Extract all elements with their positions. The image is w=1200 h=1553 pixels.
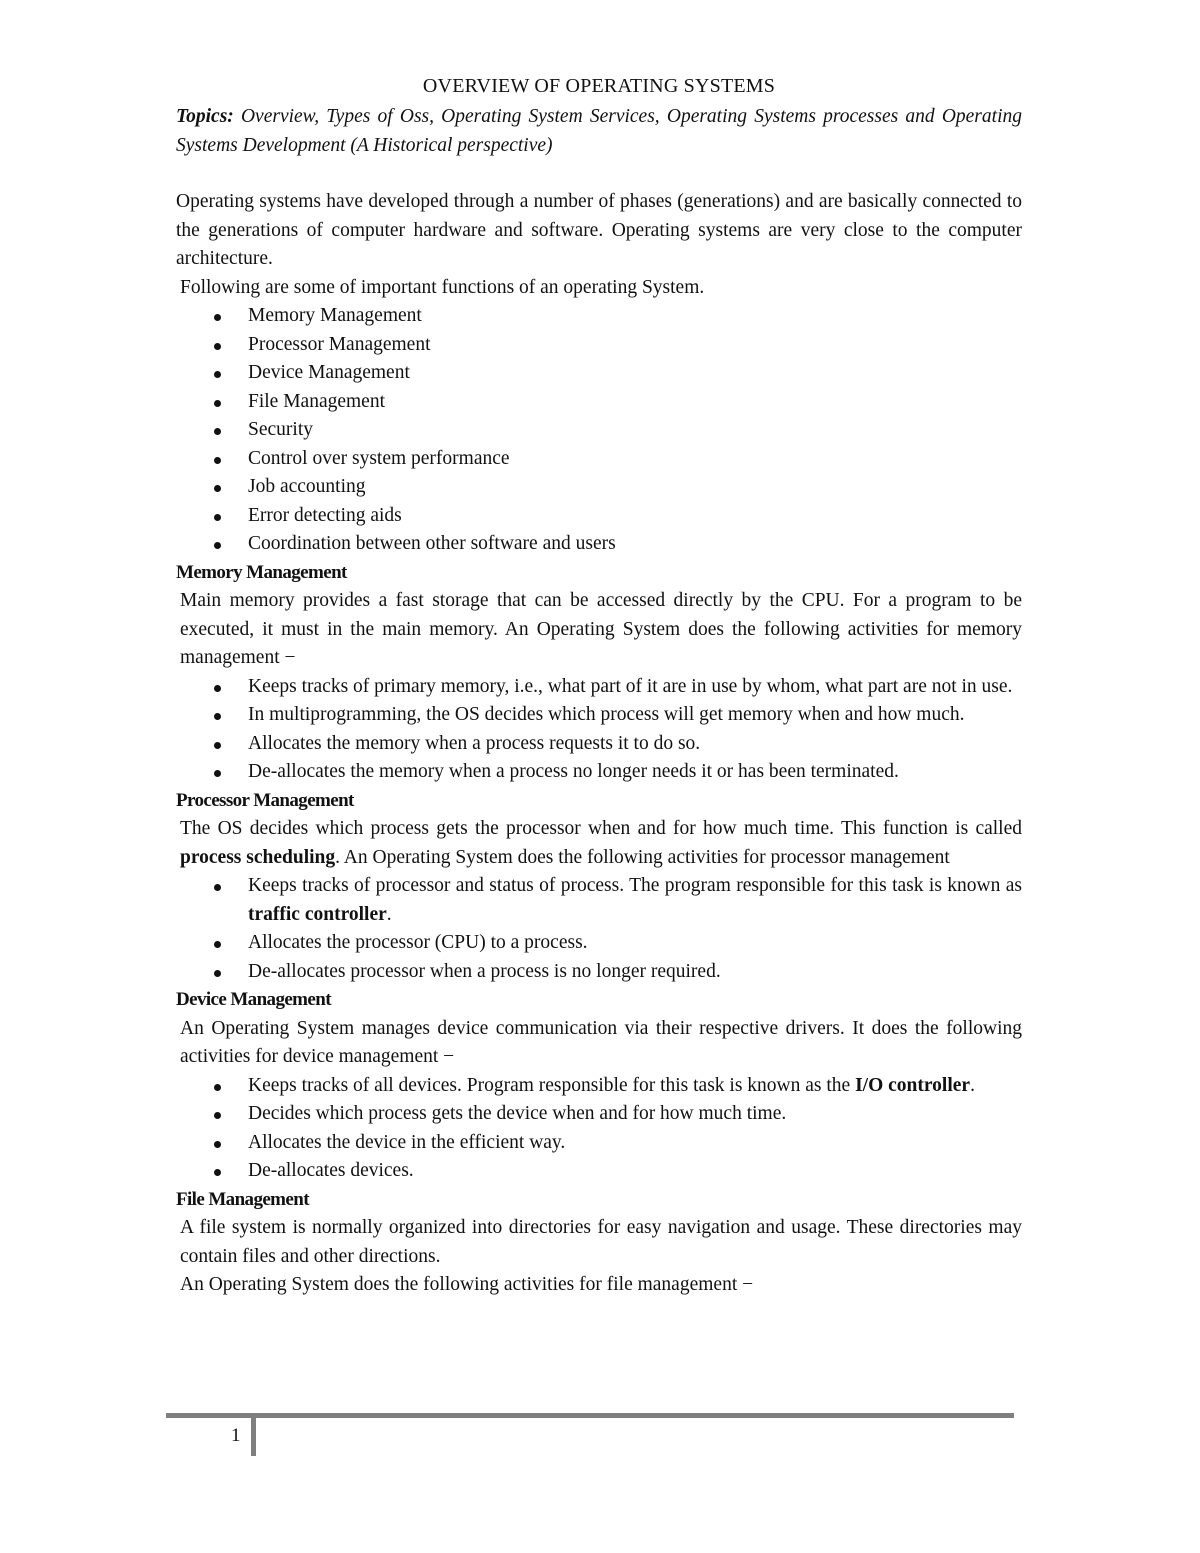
bullet-icon bbox=[214, 713, 221, 720]
bullet-icon bbox=[214, 314, 221, 321]
functions-list bbox=[176, 302, 1022, 559]
bullet-icon bbox=[214, 1141, 221, 1148]
list-item: Allocates the device in the efficient way. bbox=[214, 1129, 1022, 1158]
bullet-icon bbox=[214, 884, 221, 891]
bullet-icon bbox=[214, 371, 221, 378]
list-item: De-allocates processor when a process is no longer required. bbox=[214, 958, 1022, 987]
footer-vertical-rule bbox=[251, 1418, 256, 1456]
topics-line bbox=[176, 103, 1022, 160]
list-item: File Management bbox=[214, 388, 1022, 417]
list-item: De-allocates devices. bbox=[214, 1157, 1022, 1186]
footer-rule bbox=[166, 1413, 1014, 1418]
list-item: Allocates the processor (CPU) to a process. bbox=[214, 929, 1022, 958]
processor-paragraph: The OS decides which process gets the processor when and for how much time. This function is called process scheduling. An Operating System does the following activities for processor management bbox=[180, 818, 1022, 868]
traffic-controller-term: traffic controller bbox=[248, 903, 387, 925]
bullet-icon bbox=[214, 542, 221, 549]
file-paragraph: A file system is normally organized into directories for easy navigation and usage. These directories may contain files and other directions. bbox=[180, 1217, 1022, 1267]
list-item: Allocates the memory when a process requests it to do so. bbox=[214, 730, 1022, 759]
document-title: OVERVIEW OF OPERATING SYSTEMS bbox=[422, 75, 776, 97]
section-heading-device: Device Management bbox=[176, 989, 331, 1010]
bullet-icon bbox=[214, 485, 221, 492]
process-scheduling-term: process scheduling bbox=[180, 846, 336, 868]
bullet-icon bbox=[214, 941, 221, 948]
memory-list bbox=[176, 673, 1022, 787]
list-item: De-allocates the memory when a process no longer needs it or has been terminated. bbox=[214, 758, 1022, 787]
bullet-icon bbox=[214, 770, 221, 777]
list-item: Decides which process gets the device when and for how much time. bbox=[214, 1100, 1022, 1129]
list-item: Control over system performance bbox=[214, 445, 1022, 474]
list-item: Device Management bbox=[214, 359, 1022, 388]
list-item: Keeps tracks of primary memory, i.e., what part of it are in use by whom, what part are not in use. bbox=[214, 673, 1022, 702]
list-item: Coordination between other software and users bbox=[214, 530, 1022, 559]
bullet-icon bbox=[214, 1112, 221, 1119]
processor-list bbox=[176, 872, 1022, 986]
page-number: 1 bbox=[231, 1425, 241, 1446]
device-list bbox=[176, 1072, 1022, 1186]
list-item: Keeps tracks of all devices. Program responsible for this task is known as the I/O controller. bbox=[214, 1072, 1022, 1101]
list-item: Error detecting aids bbox=[214, 502, 1022, 531]
bullet-icon bbox=[214, 1169, 221, 1176]
bullet-icon bbox=[214, 685, 221, 692]
bullet-icon bbox=[214, 1084, 221, 1091]
bullet-icon bbox=[214, 970, 221, 977]
bullet-icon bbox=[214, 343, 221, 350]
bullet-icon bbox=[214, 428, 221, 435]
device-paragraph: An Operating System manages device communication via their respective drivers. It does the following activities for device management − bbox=[180, 1017, 1022, 1067]
functions-intro: Following are some of important functions of an operating System. bbox=[180, 276, 705, 298]
list-item: Memory Management bbox=[214, 302, 1022, 331]
bullet-icon bbox=[214, 457, 221, 464]
list-item: Processor Management bbox=[214, 331, 1022, 360]
list-item: Keeps tracks of processor and status of process. The program responsible for this task is known as traffic controller. bbox=[214, 872, 1022, 929]
bullet-icon bbox=[214, 400, 221, 407]
section-heading-file: File Management bbox=[176, 1188, 309, 1210]
document-body bbox=[176, 72, 1022, 1300]
intro-paragraph: Operating systems have developed through a number of phases (generations) and are basically connected to the generations of computer hardware and software. Operating systems are very close to the computer architecture. bbox=[176, 191, 1022, 269]
list-item: Security bbox=[214, 416, 1022, 445]
memory-paragraph: Main memory provides a fast storage that can be accessed directly by the CPU. For a program to be executed, it must in the main memory. An Operating System does the following activities for memory management − bbox=[180, 590, 1022, 668]
section-heading-processor: Processor Management bbox=[176, 789, 354, 811]
file-paragraph-2: An Operating System does the following activities for file management − bbox=[180, 1274, 754, 1295]
topics-text: Overview, Types of Oss, Operating System Services, Operating Systems processes and Operating Systems Development (A Historical perspective) bbox=[176, 106, 1022, 156]
io-controller-term: I/O controller bbox=[855, 1074, 971, 1096]
section-heading-memory: Memory Management bbox=[176, 561, 347, 583]
bullet-icon bbox=[214, 742, 221, 749]
bullet-icon bbox=[214, 514, 221, 521]
list-item: In multiprogramming, the OS decides which process will get memory when and how much. bbox=[214, 701, 1022, 730]
topics-label: Topics: bbox=[176, 106, 234, 127]
list-item: Job accounting bbox=[214, 473, 1022, 502]
